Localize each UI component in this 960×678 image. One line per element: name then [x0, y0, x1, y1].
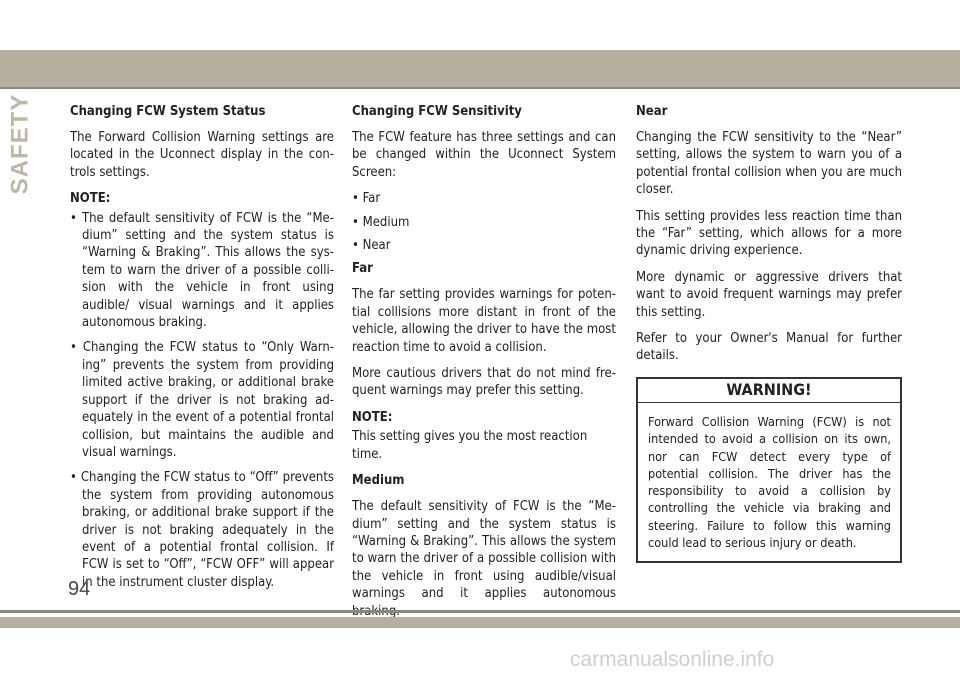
- heading-changing-fcw-status: Changing FCW System Status: [70, 104, 266, 119]
- note-label: NOTE:: [352, 409, 393, 425]
- section-label: SAFETY: [6, 93, 33, 195]
- heading-far: Far: [352, 261, 373, 277]
- option-near: • Near: [352, 238, 391, 254]
- warning-body: Forward Collision Warning (FCW) is not intended to avoid a collision on its own, nor can FCW detect every type of potential collision. The driver has the responsibility to avoid a collision by controlling the vehicle via braking and steering. Failure to follow this warning could lead to serious injury or death.: [648, 414, 891, 550]
- sensitivity-intro: The FCW feature has three settings and can be changed within the Uconnect System Screen:: [352, 130, 616, 180]
- near-paragraph-3: More dynamic or aggressive drivers that want to avoid frequent warnings may prefer this setting.: [636, 269, 902, 320]
- note-label: NOTE:: [70, 191, 111, 207]
- heading-medium: Medium: [352, 473, 405, 489]
- column-2: [352, 103, 616, 629]
- near-paragraph-1: Changing the FCW sensitivity to the “Near” setting, allows the system to warn you of a potential frontal collision when you are much closer.: [636, 130, 902, 198]
- option-medium: • Medium: [352, 214, 410, 230]
- bullet-default-sensitivity: • The default sensitivity of FCW is the “Medium” setting and the system status is “Warning & Braking”. This allows the system to warn the driver of a possible collision with the vehicle in front using audible/ visual warnings and it applies autonomous braking.: [70, 210, 334, 331]
- bullet-only-warning: • Changing the FCW status to “Only Warning” prevents the system from providing limited active braking, or additional brake support if the driver is not braking adequately in the event of a potential frontal collision, but maintains the audible and visual warnings.: [70, 340, 334, 460]
- far-paragraph-1: The far setting provides warnings for potential collisions more distant in front of the vehicle, allowing the driver to have the most reaction time to avoid a collision.: [352, 287, 616, 355]
- warning-box: [636, 377, 902, 563]
- far-paragraph-2: More cautious drivers that do not mind frequent warnings may prefer this setting.: [352, 366, 616, 399]
- column-3: [636, 103, 902, 563]
- medium-paragraph: The default sensitivity of FCW is the “Medium” setting and the system status is “Warning & Braking”. This allows the system to warn the driver of a possible collision with the vehicle in front using audible/visual warnings and it applies autonomous: [352, 499, 616, 602]
- near-paragraph-4: Refer to your Owner's Manual for further details.: [636, 331, 902, 364]
- page-number: 94: [68, 578, 91, 600]
- bullet-off: • Changing the FCW status to “Off” prevents the system from providing autonomous braking, or additional brake support if the driver is not braking adequately in the event of a potential frontal collision. If FCW is set to “Off”, “FCW OFF” will appear in the instrument cluster display.: [70, 470, 334, 590]
- column-1: [70, 103, 334, 599]
- note-text: This setting gives you the most reaction time.: [352, 429, 588, 462]
- header-band: [0, 50, 960, 87]
- footer-band: [0, 617, 960, 628]
- watermark: carmanualsonline.info: [570, 648, 775, 671]
- header-rule: [0, 87, 960, 89]
- section-tab: [2, 93, 38, 195]
- near-paragraph-2: This setting provides less reaction time than the “Far” setting, which allows for a more dynamic driving experience.: [636, 208, 902, 259]
- footer-rule: [0, 610, 960, 613]
- heading-changing-fcw-sensitivity: Changing FCW Sensitivity: [352, 104, 522, 119]
- option-far: • Far: [352, 191, 381, 207]
- warning-title: WARNING!: [638, 379, 900, 403]
- heading-near: Near: [636, 104, 668, 119]
- status-intro: The Forward Collision Warning settings are located in the Uconnect display in the controls settings.: [70, 130, 334, 180]
